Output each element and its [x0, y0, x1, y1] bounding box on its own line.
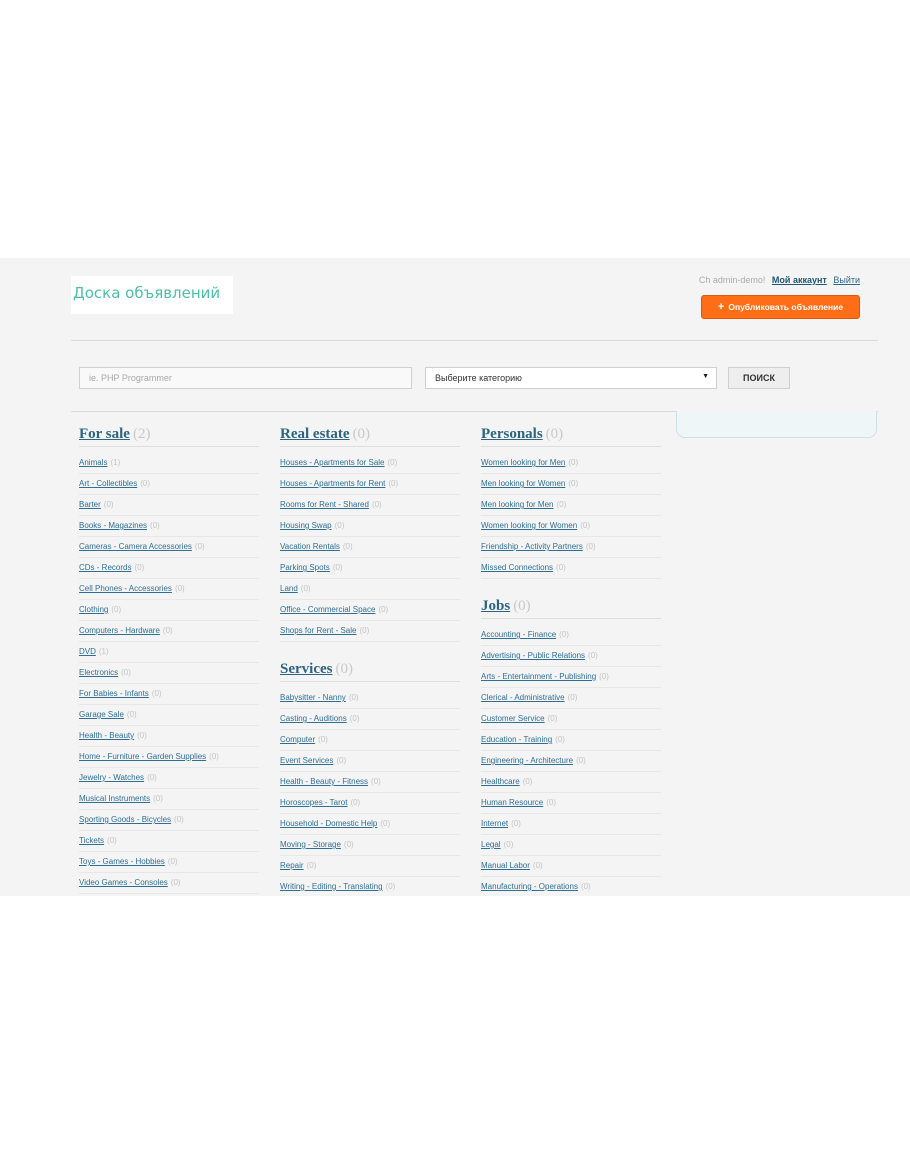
- subcategory-item: [280, 793, 460, 814]
- subcategory-count: (0): [559, 630, 569, 639]
- subcategory-link[interactable]: Electronics: [79, 668, 119, 677]
- subcategory-item: [481, 730, 661, 751]
- category-column: [481, 422, 661, 896]
- category-select[interactable]: [425, 367, 717, 389]
- site-logo[interactable]: Доска объявлений: [73, 284, 221, 302]
- subcategory-link[interactable]: Houses - Apartments for Rent: [280, 479, 386, 488]
- subcategory-count: (1): [98, 647, 109, 656]
- subcategory-link[interactable]: Cell Phones - Accessories: [79, 584, 172, 593]
- subcategory-count: (0): [555, 735, 565, 744]
- subcategory-item: [79, 810, 259, 831]
- subcategory-item: [481, 625, 661, 646]
- subcategory-item: [481, 814, 661, 835]
- category-select-value: Выберите категорию: [435, 373, 522, 383]
- header-divider: [71, 340, 878, 341]
- subcategory-count: (0): [387, 458, 398, 467]
- subcategory-count: (0): [107, 836, 117, 845]
- subcategory-list: [280, 453, 460, 642]
- my-account-link[interactable]: Мой аккаунт: [771, 275, 827, 285]
- subcategory-item: [79, 579, 259, 600]
- subcategory-item: [79, 789, 259, 810]
- subcategory-count: (0): [556, 500, 567, 509]
- subcategory-count: (0): [532, 861, 543, 870]
- subcategory-item: [79, 705, 259, 726]
- subcategory-count: (0): [343, 840, 354, 849]
- subcategory-link[interactable]: Healthcare: [481, 777, 520, 786]
- logout-link[interactable]: Выйти: [833, 275, 860, 285]
- subcategory-link[interactable]: Video Games - Consoles: [79, 878, 168, 887]
- subcategory-item: [280, 751, 460, 772]
- subcategory-link[interactable]: Animals: [79, 458, 108, 467]
- subcategory-item: [79, 621, 259, 642]
- subcategory-link[interactable]: Repair: [280, 861, 304, 870]
- search-button[interactable]: ПОИСК: [728, 367, 790, 389]
- subcategory-item: [280, 772, 460, 793]
- subcategory-count: (0): [547, 714, 558, 723]
- subcategory-item: [481, 877, 661, 896]
- subcategory-link[interactable]: Men looking for Men: [481, 500, 554, 509]
- subcategory-item: [79, 726, 259, 747]
- subcategory-item: [481, 793, 661, 814]
- subcategory-link[interactable]: For Babies - Infants: [79, 689, 149, 698]
- category-column: [280, 422, 460, 896]
- subcategory-item: [79, 663, 259, 684]
- subcategory-item: [280, 516, 460, 537]
- subcategory-link[interactable]: Horoscopes - Tarot: [280, 798, 348, 807]
- subcategory-link[interactable]: Engineering - Architecture: [481, 756, 574, 765]
- subcategory-item: [79, 684, 259, 705]
- category-title-link[interactable]: Personals: [481, 426, 543, 442]
- category-heading: [280, 657, 460, 682]
- subcategory-link[interactable]: Musical Instruments: [79, 794, 151, 803]
- subcategory-list: [481, 453, 661, 579]
- subcategory-count: (0): [380, 819, 391, 828]
- subcategory-item: [79, 600, 259, 621]
- subcategory-item: [481, 751, 661, 772]
- subcategory-count: (0): [306, 861, 317, 870]
- subcategory-count: (0): [126, 710, 137, 719]
- subcategory-item: [481, 646, 661, 667]
- subcategory-link[interactable]: Books - Magazines: [79, 521, 148, 530]
- subcategory-link[interactable]: Missed Connections: [481, 563, 554, 572]
- subcategory-link[interactable]: Education - Training: [481, 735, 553, 744]
- subcategory-link[interactable]: Housing Swap: [280, 521, 332, 530]
- subcategory-link[interactable]: Tickets: [79, 836, 105, 845]
- subcategory-link[interactable]: Men looking for Women: [481, 479, 566, 488]
- category-heading: [79, 422, 259, 447]
- category-heading: [280, 422, 460, 447]
- subcategory-link[interactable]: Sporting Goods - Bicycles: [79, 815, 172, 824]
- subcategory-item: [280, 558, 460, 579]
- subcategory-link[interactable]: Shops for Rent - Sale: [280, 626, 357, 635]
- subcategory-count: (0): [556, 563, 566, 572]
- subcategory-count: (0): [137, 731, 147, 740]
- subcategory-count: (0): [147, 773, 157, 782]
- subcategory-item: [481, 856, 661, 877]
- subcategory-item: [79, 453, 259, 474]
- subcategory-link[interactable]: Friendship - Activity Partners: [481, 542, 583, 551]
- subcategory-item: [481, 516, 661, 537]
- subcategory-link[interactable]: Health - Beauty - Fitness: [280, 777, 369, 786]
- subcategory-item: [280, 856, 460, 877]
- category-count: (0): [352, 426, 371, 442]
- subcategory-link[interactable]: Clothing: [79, 605, 109, 614]
- subcategory-link[interactable]: Land: [280, 584, 298, 593]
- subcategory-link[interactable]: Jewelry - Watches: [79, 773, 145, 782]
- subcategory-link[interactable]: Computer: [280, 735, 316, 744]
- subcategory-link[interactable]: Accounting - Finance: [481, 630, 557, 639]
- subcategory-item: [280, 453, 460, 474]
- subcategory-count: (0): [588, 651, 598, 660]
- subcategory-count: (0): [300, 584, 311, 593]
- subcategory-link[interactable]: CDs - Records: [79, 563, 132, 572]
- subcategory-list: [79, 453, 259, 894]
- subcategory-count: (0): [170, 878, 181, 887]
- subcategory-count: (0): [153, 794, 163, 803]
- user-greeting: Ch admin-demo!: [698, 275, 766, 285]
- subcategory-link[interactable]: Casting - Auditions: [280, 714, 347, 723]
- subcategory-item: [280, 579, 460, 600]
- subcategory-item: [79, 516, 259, 537]
- subcategory-count: (0): [174, 584, 185, 593]
- category-title-link[interactable]: Jobs: [481, 598, 511, 614]
- subcategory-item: [481, 709, 661, 730]
- section-gap: [280, 642, 460, 657]
- subcategory-link[interactable]: Home - Furniture - Garden Supplies: [79, 752, 207, 761]
- category-count: (2): [132, 426, 151, 442]
- subcategory-item: [79, 747, 259, 768]
- subcategory-item: [79, 768, 259, 789]
- subcategory-link[interactable]: Manual Labor: [481, 861, 530, 870]
- subcategory-item: [280, 495, 460, 516]
- subcategory-item: [79, 852, 259, 873]
- subcategory-item: [79, 873, 259, 894]
- subcategory-count: (1): [110, 458, 121, 467]
- subcategory-count: (0): [103, 500, 114, 509]
- subcategory-item: [280, 877, 460, 896]
- category-title-link[interactable]: Services: [280, 661, 333, 677]
- category-count: (0): [513, 598, 531, 614]
- subcategory-link[interactable]: Health - Beauty: [79, 731, 135, 740]
- subcategory-count: (0): [568, 479, 579, 488]
- subcategory-link[interactable]: Household - Domestic Help: [280, 819, 378, 828]
- subcategory-item: [481, 474, 661, 495]
- subcategory-link[interactable]: Vacation Rentals: [280, 542, 340, 551]
- subcategory-count: (0): [580, 882, 591, 891]
- subcategory-count: (0): [585, 542, 596, 551]
- subcategory-link[interactable]: Manufacturing - Operations: [481, 882, 578, 891]
- subcategory-link[interactable]: Barter: [79, 500, 101, 509]
- subcategory-count: (0): [134, 563, 145, 572]
- subcategory-link[interactable]: Rooms for Rent - Shared: [280, 500, 369, 509]
- subcategory-link[interactable]: Art - Collectibles: [79, 479, 138, 488]
- subcategory-link[interactable]: Clerical - Administrative: [481, 693, 565, 702]
- subcategory-link[interactable]: Computers - Hardware: [79, 626, 160, 635]
- subcategory-count: (0): [150, 521, 160, 530]
- subcategory-count: (0): [546, 798, 557, 807]
- subcategory-count: (0): [371, 777, 381, 786]
- subcategory-item: [79, 558, 259, 579]
- subcategory-count: (0): [121, 668, 131, 677]
- subcategory-item: [79, 474, 259, 495]
- subcategory-count: (0): [167, 857, 178, 866]
- subcategory-count: (0): [194, 542, 205, 551]
- subcategory-item: [280, 730, 460, 751]
- subcategory-item: [280, 814, 460, 835]
- subcategory-count: (0): [162, 626, 173, 635]
- subcategory-count: (0): [336, 756, 347, 765]
- plus-icon: +: [717, 301, 725, 313]
- subcategory-link[interactable]: Cameras - Camera Accessories: [79, 542, 192, 551]
- subcategory-item: [481, 835, 661, 856]
- subcategory-item: [280, 835, 460, 856]
- sidebar-panel: [676, 411, 877, 438]
- subcategory-count: (0): [350, 798, 361, 807]
- subcategory-item: [481, 688, 661, 709]
- subcategory-count: (0): [371, 500, 382, 509]
- subcategory-link[interactable]: Event Services: [280, 756, 334, 765]
- subcategory-count: (0): [580, 521, 590, 530]
- subcategory-link[interactable]: Legal: [481, 840, 501, 849]
- subcategory-count: (0): [359, 626, 370, 635]
- subcategory-item: [79, 537, 259, 558]
- subcategory-item: [481, 772, 661, 793]
- subcategory-item: [481, 558, 661, 579]
- subcategory-count: (0): [522, 777, 533, 786]
- subcategory-count: (0): [378, 605, 389, 614]
- subcategory-item: [280, 474, 460, 495]
- subcategory-count: (0): [209, 752, 219, 761]
- subcategory-count: (0): [511, 819, 521, 828]
- category-column: [79, 422, 259, 894]
- subcategory-list: [481, 625, 661, 896]
- search-input[interactable]: ie. PHP Programmer: [79, 367, 412, 389]
- subcategory-count: (0): [599, 672, 609, 681]
- subcategory-link[interactable]: Babysitter - Nanny: [280, 693, 346, 702]
- subcategory-item: [481, 537, 661, 558]
- subcategory-count: (0): [332, 563, 343, 572]
- category-count: (0): [545, 426, 564, 442]
- subcategory-count: (0): [348, 693, 359, 702]
- subcategory-count: (0): [567, 693, 578, 702]
- subcategory-link[interactable]: Garage Sale: [79, 710, 124, 719]
- subcategory-item: [481, 667, 661, 688]
- user-bar: [699, 275, 860, 285]
- subcategory-item: [280, 621, 460, 642]
- subcategory-item: [280, 600, 460, 621]
- category-count: (0): [335, 661, 353, 677]
- subcategory-link[interactable]: Internet: [481, 819, 509, 828]
- category-title-link[interactable]: For sale: [79, 426, 130, 442]
- subcategory-link[interactable]: Women looking for Women: [481, 521, 578, 530]
- subcategory-item: [79, 642, 259, 663]
- subcategory-link[interactable]: DVD: [79, 647, 96, 656]
- publish-ad-label: Опубликовать объявление: [728, 302, 844, 312]
- subcategory-item: [79, 495, 259, 516]
- subcategory-link[interactable]: Moving - Storage: [280, 840, 341, 849]
- subcategory-item: [280, 537, 460, 558]
- category-heading: [481, 594, 661, 619]
- subcategory-link[interactable]: Houses - Apartments for Sale: [280, 458, 385, 467]
- subcategory-count: (0): [385, 882, 396, 891]
- subcategory-count: (0): [568, 458, 579, 467]
- subcategory-count: (0): [318, 735, 328, 744]
- subcategory-item: [481, 453, 661, 474]
- subcategory-count: (0): [349, 714, 360, 723]
- subcategory-count: (0): [334, 521, 345, 530]
- subcategory-link[interactable]: Advertising - Public Relations: [481, 651, 586, 660]
- subcategory-count: (0): [503, 840, 514, 849]
- subcategory-list: [280, 688, 460, 896]
- subcategory-count: (0): [151, 689, 162, 698]
- subcategory-count: (0): [140, 479, 151, 488]
- publish-ad-button[interactable]: [701, 295, 860, 319]
- subcategory-count: (0): [174, 815, 184, 824]
- subcategory-item: [280, 688, 460, 709]
- subcategory-count: (0): [342, 542, 353, 551]
- subcategory-count: (0): [576, 756, 586, 765]
- subcategory-link[interactable]: Human Resource: [481, 798, 544, 807]
- subcategory-count: (0): [388, 479, 399, 488]
- subcategory-link[interactable]: Office - Commercial Space: [280, 605, 376, 614]
- subcategory-link[interactable]: Writing - Editing - Translating: [280, 882, 383, 891]
- subcategory-link[interactable]: Arts - Entertainment - Publishing: [481, 672, 597, 681]
- subcategory-item: [481, 495, 661, 516]
- subcategory-item: [280, 709, 460, 730]
- screenshot-area: [0, 258, 910, 896]
- category-heading: [481, 422, 661, 447]
- section-gap: [481, 579, 661, 594]
- chevron-down-icon: ▼: [702, 373, 709, 380]
- subcategory-link[interactable]: Toys - Games - Hobbies: [79, 857, 165, 866]
- subcategory-link[interactable]: Customer Service: [481, 714, 545, 723]
- subcategory-link[interactable]: Women looking for Men: [481, 458, 566, 467]
- subcategory-count: (0): [111, 605, 122, 614]
- category-title-link[interactable]: Real estate: [280, 426, 350, 442]
- subcategory-link[interactable]: Parking Spots: [280, 563, 330, 572]
- subcategory-item: [79, 831, 259, 852]
